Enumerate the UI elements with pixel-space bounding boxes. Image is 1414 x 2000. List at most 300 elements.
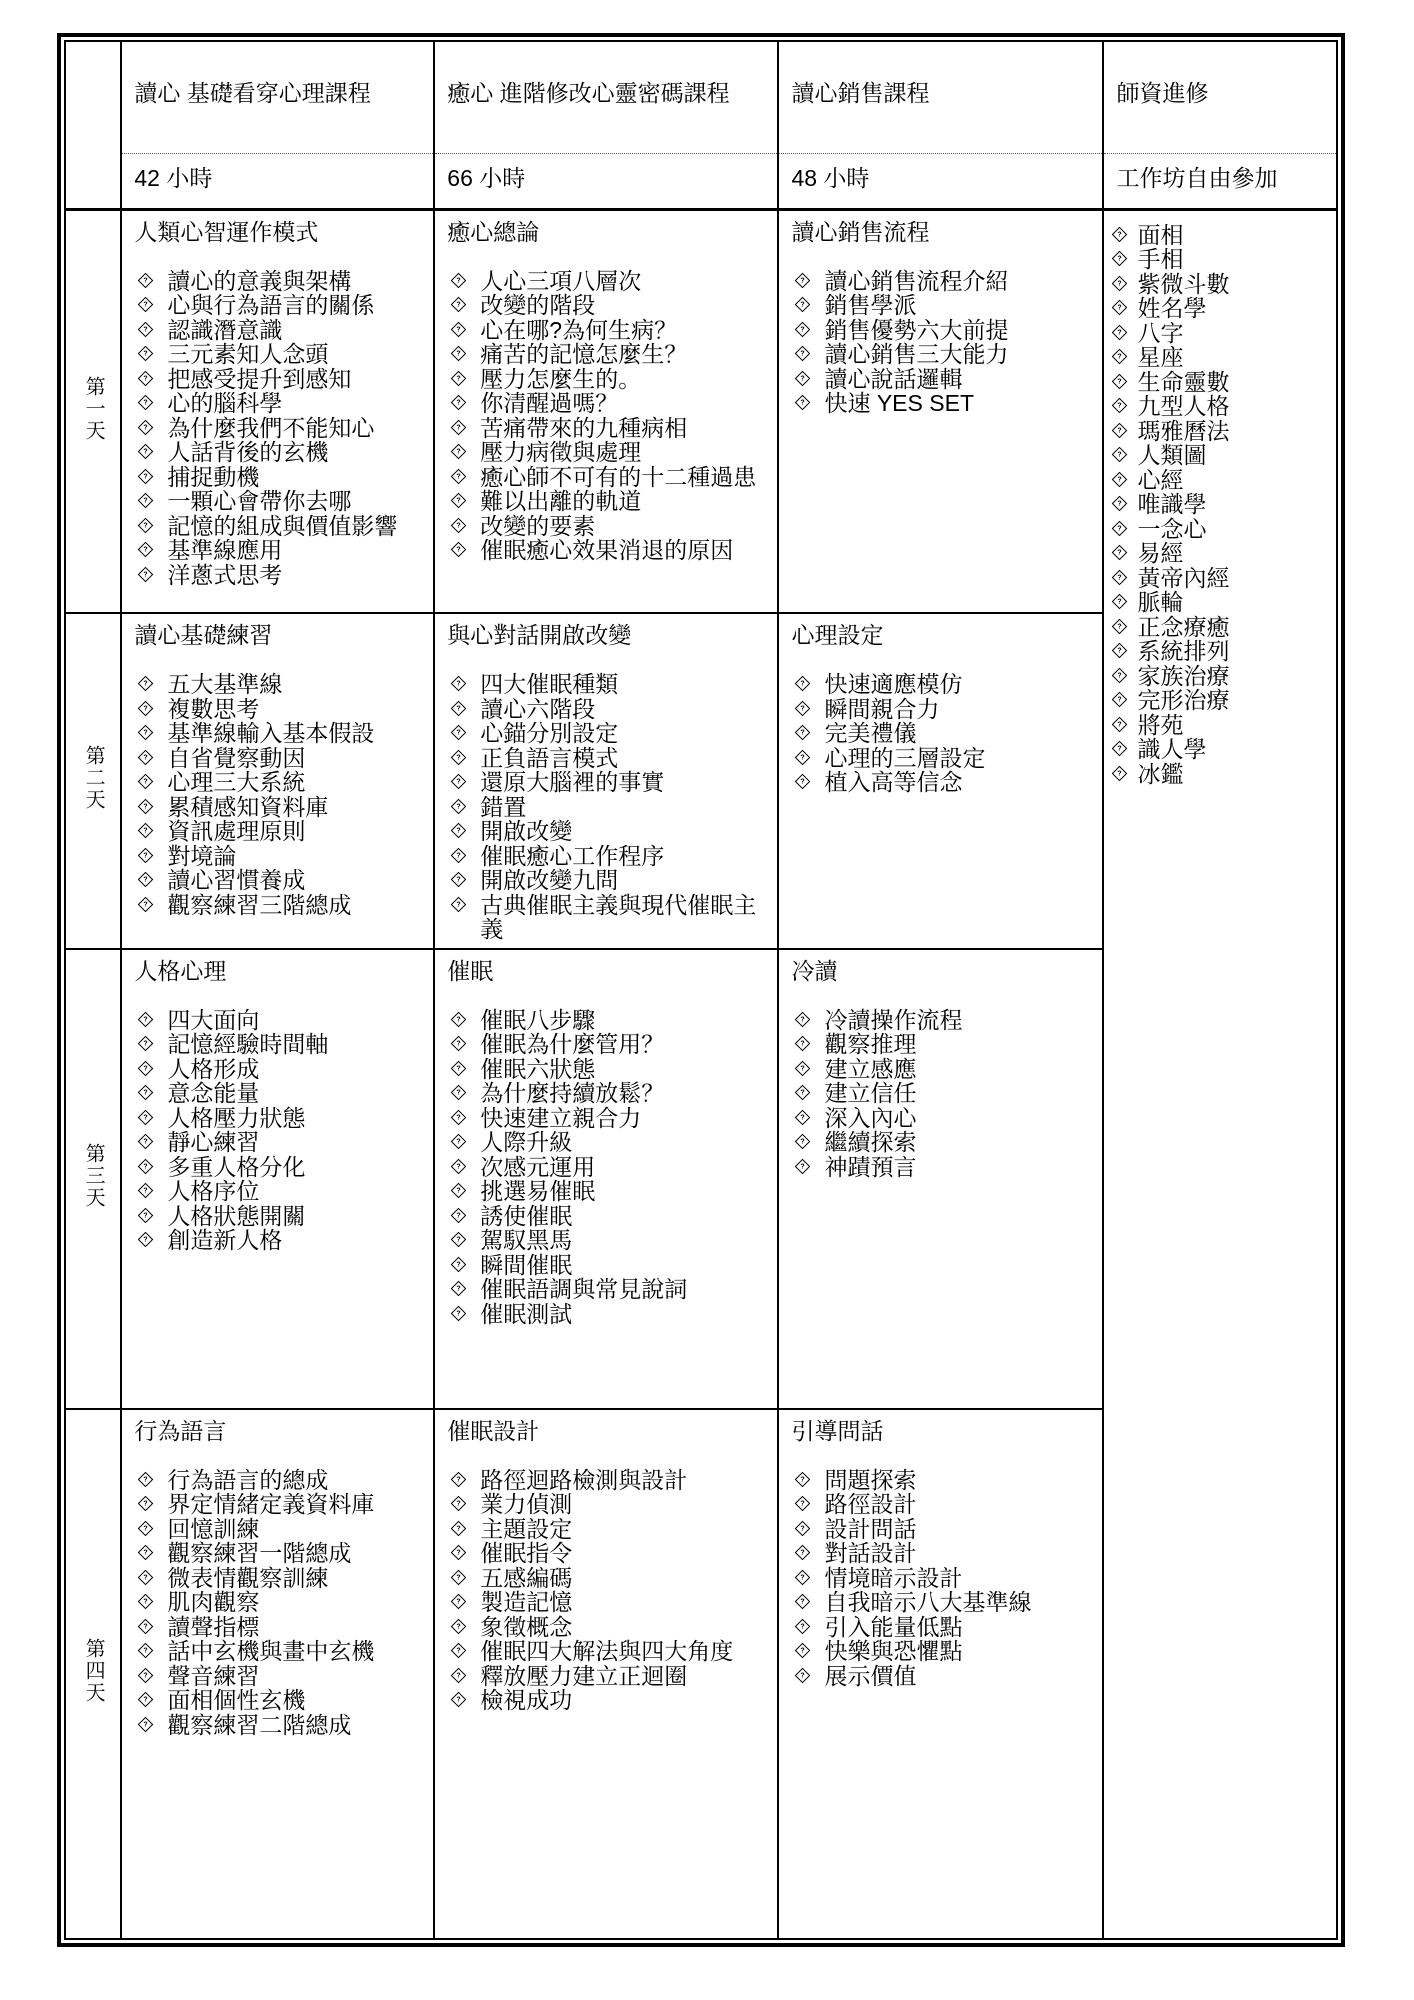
course-topic-item (779, 1566, 1096, 1591)
course-topic-text: 神蹟預言 (824, 1153, 917, 1180)
topic-list (122, 1008, 427, 1253)
diamond-bullet-icon: ? (451, 1496, 467, 1512)
course-topic-item (122, 746, 427, 771)
course-topic-item (435, 293, 771, 318)
course-topic-text: 行為語言的總成 (167, 1466, 329, 1493)
diamond-bullet-icon: ? (795, 1158, 811, 1174)
course-topic-text: 古典催眠主義與現代催眠主義 (480, 891, 757, 942)
course-topic-item (1104, 664, 1330, 689)
topic-list (779, 1468, 1096, 1689)
diamond-bullet-icon: ? (1112, 569, 1128, 585)
course-topic-item (779, 697, 1096, 722)
course-topic-text: 複數思考 (167, 695, 260, 722)
course-topic-text: 捕捉動機 (167, 463, 260, 490)
diamond-bullet-icon: ? (138, 847, 154, 863)
course-topic-item (122, 795, 427, 820)
day4-healing-mind-cell (434, 1409, 778, 1939)
course-topic-text: 人心三項八層次 (480, 267, 642, 294)
course-topic-text: 系統排列 (1137, 638, 1230, 664)
course-topic-item (122, 293, 427, 318)
diamond-bullet-icon: ? (1112, 373, 1128, 389)
diamond-bullet-icon: ? (451, 847, 467, 863)
course-topic-item (435, 1639, 771, 1664)
diamond-bullet-icon: ? (795, 1520, 811, 1536)
course-topic-text: 路徑迴路檢測與設計 (480, 1466, 688, 1493)
course-topic-text: 開啟改變 (480, 818, 573, 844)
diamond-bullet-icon: ? (138, 370, 154, 386)
course-topic-text: 基準線應用 (167, 537, 283, 563)
corner-cell (65, 41, 121, 209)
course-topic-item (122, 391, 427, 416)
course-topic-text: 還原大腦裡的事實 (480, 769, 665, 795)
diamond-bullet-icon: ? (1112, 692, 1128, 708)
course-topic-item (779, 1155, 1096, 1180)
diamond-bullet-icon: ? (138, 1667, 154, 1683)
course-topic-text: 痛苦的記憶怎麼生？ (480, 341, 688, 367)
diamond-bullet-icon: ? (138, 872, 154, 888)
course-topic-item (779, 1517, 1096, 1542)
course-topic-text: 讀心銷售三大能力 (824, 341, 1009, 367)
course-topic-text: 面相 (1137, 221, 1184, 248)
diamond-bullet-icon: ? (451, 1692, 467, 1708)
course-topic-item (122, 1032, 427, 1057)
course-title-sales: 讀心銷售課程 (778, 41, 1103, 153)
diamond-bullet-icon: ? (795, 700, 811, 716)
course-topic-text: 對話設計 (824, 1540, 917, 1566)
diamond-bullet-icon: ? (451, 1545, 467, 1561)
diamond-bullet-icon: ? (138, 566, 154, 582)
diamond-bullet-icon: ? (138, 272, 154, 288)
diamond-bullet-icon: ? (451, 725, 467, 741)
course-topic-item (435, 465, 771, 490)
diamond-bullet-icon: ? (451, 700, 467, 716)
course-topic-item (1104, 639, 1330, 664)
course-topic-item (122, 1713, 427, 1738)
diamond-bullet-icon: ? (795, 370, 811, 386)
diamond-bullet-icon: ? (451, 346, 467, 362)
diamond-bullet-icon: ? (451, 823, 467, 839)
diamond-bullet-icon: ? (451, 321, 467, 337)
diamond-bullet-icon: ? (1112, 643, 1128, 659)
topic-list (435, 1468, 771, 1713)
day4-label-cell (65, 1409, 121, 1939)
course-topic-text: 癒心師不可有的十二種過患 (480, 463, 757, 490)
course-topic-text: 完形治療 (1137, 687, 1230, 713)
course-topic-text: 肌肉觀察 (167, 1589, 260, 1615)
diamond-bullet-icon: ? (451, 1667, 467, 1683)
course-topic-text: 一念心 (1137, 515, 1207, 542)
course-topic-text: 快速適應模仿 (824, 671, 963, 697)
course-topic-text: 人格壓力狀態 (167, 1104, 306, 1131)
diamond-bullet-icon: ? (795, 1594, 811, 1610)
course-topic-text: 瞬間親合力 (824, 695, 940, 722)
course-topic-text: 四大面向 (167, 1006, 260, 1033)
course-topic-text: 瑪雅曆法 (1137, 417, 1230, 444)
diamond-bullet-icon: ? (1112, 226, 1128, 242)
diamond-bullet-icon: ? (1112, 741, 1128, 757)
course-topic-item (435, 1155, 771, 1180)
diamond-bullet-icon: ? (1112, 765, 1128, 781)
diamond-bullet-icon: ? (138, 1207, 154, 1223)
diamond-bullet-icon: ? (451, 493, 467, 509)
course-topic-item (779, 1057, 1096, 1082)
diamond-bullet-icon: ? (451, 370, 467, 386)
diamond-bullet-icon: ? (451, 1158, 467, 1174)
diamond-bullet-icon: ? (451, 872, 467, 888)
course-topic-item (1104, 223, 1330, 248)
course-topic-item (122, 538, 427, 563)
course-topic-text: 主題設定 (480, 1515, 573, 1542)
course-topic-text: 記憶的組成與價值影響 (167, 512, 398, 539)
course-topic-item (435, 795, 771, 820)
course-topic-item (435, 697, 771, 722)
course-topic-text: 心經 (1137, 466, 1184, 493)
course-topic-item (435, 1468, 771, 1493)
course-topic-text: 讀心說話邏輯 (824, 365, 963, 392)
course-topic-item (122, 1228, 427, 1253)
course-topic-item (779, 1106, 1096, 1131)
day3-label: 第三天 (82, 1143, 105, 1209)
diamond-bullet-icon: ? (451, 1256, 467, 1272)
course-topic-text: 路徑設計 (824, 1491, 917, 1517)
course-topic-text: 洋蔥式思考 (167, 561, 283, 588)
course-topic-text: 繼續探索 (824, 1129, 917, 1155)
course-topic-item (122, 1130, 427, 1155)
diamond-bullet-icon: ? (795, 1471, 811, 1487)
diamond-bullet-icon: ? (795, 395, 811, 411)
diamond-bullet-icon: ? (451, 1618, 467, 1634)
course-topic-item (1104, 370, 1330, 395)
course-topic-item (1104, 492, 1330, 517)
diamond-bullet-icon: ? (1112, 275, 1128, 291)
course-topic-item (122, 1615, 427, 1640)
cell-heading: 人格心理 (134, 957, 227, 984)
course-topic-item (435, 342, 771, 367)
course-topic-text: 易經 (1137, 540, 1184, 566)
diamond-bullet-icon: ? (795, 1667, 811, 1683)
course-topic-text: 開啟改變九問 (480, 867, 619, 893)
course-topic-text: 記憶經驗時間軸 (167, 1031, 329, 1057)
course-topic-text: 家族治療 (1137, 662, 1230, 689)
course-topic-text: 資訊處理原則 (167, 818, 306, 844)
topic-list (779, 672, 1096, 795)
course-topic-item (1104, 321, 1330, 346)
diamond-bullet-icon: ? (451, 1085, 467, 1101)
course-topic-item (779, 269, 1096, 294)
diamond-bullet-icon: ? (138, 798, 154, 814)
diamond-bullet-icon: ? (138, 493, 154, 509)
diamond-bullet-icon: ? (451, 1232, 467, 1248)
course-topic-item (435, 1032, 771, 1057)
diamond-bullet-icon: ? (138, 444, 154, 460)
course-topic-item (122, 514, 427, 539)
course-topic-text: 為什麼我們不能知心 (167, 414, 375, 441)
course-topic-text: 催眠為什麼管用？ (480, 1031, 665, 1057)
course-topic-item (435, 1204, 771, 1229)
course-topic-item (435, 770, 771, 795)
course-topic-text: 催眠癒心工作程序 (480, 842, 665, 869)
course-topic-text: 人格序位 (167, 1178, 260, 1204)
course-topic-text: 心理的三層設定 (824, 744, 986, 771)
cell-heading: 催眠設計 (447, 1417, 540, 1444)
diamond-bullet-icon: ? (451, 774, 467, 790)
course-topic-text: 深入內心 (824, 1104, 917, 1131)
course-topic-item (435, 1253, 771, 1278)
course-topic-text: 催眠癒心效果消退的原因 (480, 537, 734, 563)
course-topic-item (122, 1081, 427, 1106)
diamond-bullet-icon: ? (795, 1036, 811, 1052)
course-topic-text: 認識潛意識 (167, 316, 283, 343)
course-topic-item (435, 1517, 771, 1542)
diamond-bullet-icon: ? (795, 1109, 811, 1125)
diamond-bullet-icon: ? (795, 1085, 811, 1101)
diamond-bullet-icon: ? (795, 1060, 811, 1076)
day2-healing-mind-cell (434, 613, 778, 949)
course-topic-text: 四大催眠種類 (480, 671, 619, 697)
course-topic-text: 九型人格 (1137, 393, 1230, 419)
diamond-bullet-icon: ? (795, 1496, 811, 1512)
diamond-bullet-icon: ? (138, 419, 154, 435)
diamond-bullet-icon: ? (451, 297, 467, 313)
course-topic-item (435, 1057, 771, 1082)
diamond-bullet-icon: ? (451, 1471, 467, 1487)
diamond-bullet-icon: ? (138, 1496, 154, 1512)
course-topic-text: 唯識學 (1137, 491, 1207, 517)
course-topic-item (122, 1590, 427, 1615)
course-topic-item (1104, 272, 1330, 297)
diamond-bullet-icon: ? (138, 542, 154, 558)
course-topic-text: 多重人格分化 (167, 1153, 306, 1180)
course-topic-text: 讀心銷售流程介紹 (824, 267, 1009, 294)
course-topic-item (435, 440, 771, 465)
course-topic-item (122, 1664, 427, 1689)
course-topic-text: 心理三大系統 (167, 769, 306, 795)
course-hours-row (65, 153, 1337, 209)
course-topic-item (1104, 345, 1330, 370)
course-topic-item (122, 1008, 427, 1033)
course-topic-text: 人格狀態開關 (167, 1202, 306, 1229)
diamond-bullet-icon: ? (795, 1011, 811, 1027)
course-topic-text: 對境論 (167, 842, 237, 869)
diamond-bullet-icon: ? (451, 542, 467, 558)
course-topic-item (122, 770, 427, 795)
course-topic-item (1104, 688, 1330, 713)
schedule-grid (64, 40, 1338, 1940)
course-topic-text: 心的腦科學 (167, 390, 283, 416)
course-topic-item (122, 1106, 427, 1131)
course-topic-text: 人格形成 (167, 1055, 260, 1082)
diamond-bullet-icon: ? (451, 1011, 467, 1027)
course-topic-item (122, 893, 427, 918)
course-topic-item (122, 1566, 427, 1591)
diamond-bullet-icon: ? (795, 676, 811, 692)
day4-sales-cell (778, 1409, 1103, 1939)
diamond-bullet-icon: ? (138, 1158, 154, 1174)
topic-list (122, 672, 427, 917)
course-topic-text: 五感編碼 (480, 1564, 573, 1591)
cell-heading: 讀心銷售流程 (791, 218, 930, 245)
course-topic-text: 心在哪?為何生病？ (480, 316, 678, 343)
course-topic-item (122, 721, 427, 746)
diamond-bullet-icon: ? (795, 1643, 811, 1659)
course-topic-text: 讀心的意義與架構 (167, 267, 352, 294)
diamond-bullet-icon: ? (138, 1011, 154, 1027)
course-topic-item (1104, 615, 1330, 640)
course-topic-text: 生命靈數 (1137, 368, 1230, 395)
course-topic-text: 為什麼持續放鬆？ (480, 1080, 665, 1106)
course-topic-text: 引入能量低點 (824, 1613, 963, 1640)
course-title-teacher-training: 師資進修 (1103, 41, 1337, 153)
course-topic-item (1104, 443, 1330, 468)
course-topic-item (435, 1664, 771, 1689)
day2-label: 第二天 (82, 745, 105, 812)
day3-sales-cell (778, 949, 1103, 1409)
diamond-bullet-icon: ? (451, 517, 467, 533)
diamond-bullet-icon: ? (1112, 349, 1128, 365)
course-topic-item (122, 269, 427, 294)
course-topic-item (779, 746, 1096, 771)
course-topic-item (1104, 590, 1330, 615)
course-topic-text: 觀察練習一階總成 (167, 1540, 352, 1566)
course-topic-item (435, 367, 771, 392)
course-topic-item (435, 1590, 771, 1615)
course-topic-text: 快樂與恐懼點 (824, 1638, 963, 1664)
diamond-bullet-icon: ? (138, 749, 154, 765)
course-topic-item (435, 1008, 771, 1033)
diamond-bullet-icon: ? (451, 1134, 467, 1150)
course-topic-item (435, 269, 771, 294)
course-topic-text: 聲音練習 (167, 1662, 260, 1689)
course-topic-item (435, 819, 771, 844)
cell-heading: 讀心基礎練習 (134, 622, 273, 648)
course-topic-text: 改變的要素 (480, 512, 596, 539)
course-topic-text: 手相 (1137, 246, 1184, 272)
course-topic-item (435, 746, 771, 771)
diamond-bullet-icon: ? (1112, 398, 1128, 414)
diamond-bullet-icon: ? (138, 1569, 154, 1585)
hours-healing-mind: 66 小時 (434, 153, 778, 209)
course-topic-text: 檢視成功 (480, 1687, 573, 1713)
diamond-bullet-icon: ? (138, 676, 154, 692)
course-topic-text: 製造記憶 (480, 1589, 573, 1615)
diamond-bullet-icon: ? (138, 1692, 154, 1708)
cell-heading: 行為語言 (134, 1417, 227, 1444)
course-topic-text: 話中玄機與畫中玄機 (167, 1638, 375, 1664)
course-topic-item (779, 1492, 1096, 1517)
course-topic-item (1104, 541, 1330, 566)
course-topic-text: 將苑 (1137, 711, 1184, 738)
course-topic-text: 象徵概念 (480, 1613, 573, 1640)
diamond-bullet-icon: ? (451, 798, 467, 814)
course-topic-text: 銷售學派 (824, 292, 917, 318)
course-topic-item (122, 1492, 427, 1517)
diamond-bullet-icon: ? (1112, 716, 1128, 732)
diamond-bullet-icon: ? (451, 1060, 467, 1076)
course-topic-item (435, 893, 771, 942)
diamond-bullet-icon: ? (138, 1085, 154, 1101)
course-title-reading-mind: 讀心 基礎看穿心理課程 (121, 41, 434, 153)
course-topic-item (122, 1204, 427, 1229)
course-topic-text: 駕馭黑馬 (480, 1227, 573, 1253)
diamond-bullet-icon: ? (451, 444, 467, 460)
day1-label-cell (65, 209, 121, 613)
course-topic-item (435, 1106, 771, 1131)
diamond-bullet-icon: ? (1112, 324, 1128, 340)
cell-heading: 人類心智運作模式 (134, 218, 319, 245)
diamond-bullet-icon: ? (138, 1183, 154, 1199)
diamond-bullet-icon: ? (138, 1520, 154, 1536)
diamond-bullet-icon: ? (138, 774, 154, 790)
course-topic-text: 難以出離的軌道 (480, 488, 642, 514)
course-topic-item (435, 1492, 771, 1517)
course-topic-text: 催眠指令 (480, 1540, 573, 1566)
course-topic-text: 創造新人格 (167, 1227, 283, 1253)
course-topic-item (779, 1541, 1096, 1566)
diamond-bullet-icon: ? (451, 1594, 467, 1610)
course-topic-item (435, 1615, 771, 1640)
course-topic-item (122, 1688, 427, 1713)
course-topic-item (779, 342, 1096, 367)
diamond-bullet-icon: ? (138, 1643, 154, 1659)
course-topic-text: 觀察練習二階總成 (167, 1711, 352, 1738)
course-topic-item (435, 1688, 771, 1713)
course-topic-text: 催眠四大解法與四大角度 (480, 1638, 734, 1664)
course-topic-text: 冰鑑 (1137, 760, 1184, 787)
course-topic-item (122, 489, 427, 514)
topic-list (435, 1008, 771, 1327)
course-topic-text: 面相個性玄機 (167, 1687, 306, 1713)
course-topic-text: 催眠八步驟 (480, 1006, 596, 1033)
course-topic-item (435, 1566, 771, 1591)
course-topic-item (779, 1468, 1096, 1493)
course-topic-text: 自我暗示八大基準線 (824, 1589, 1032, 1615)
topic-list (122, 1468, 427, 1738)
course-topic-text: 觀察推理 (824, 1031, 917, 1057)
topic-list (435, 672, 771, 942)
diamond-bullet-icon: ? (138, 468, 154, 484)
course-topic-item (435, 868, 771, 893)
course-topic-text: 一顆心會帶你去哪 (167, 488, 352, 514)
course-topic-text: 脈輪 (1137, 589, 1184, 615)
course-topic-item (122, 868, 427, 893)
day1-row (65, 209, 1337, 613)
course-topic-text: 快速建立親合力 (480, 1104, 642, 1131)
course-topic-text: 催眠語調與常見說詞 (480, 1276, 688, 1302)
course-topic-item (1104, 419, 1330, 444)
diamond-bullet-icon: ? (795, 1134, 811, 1150)
course-topic-item (1104, 296, 1330, 321)
diamond-bullet-icon: ? (451, 1281, 467, 1297)
cell-heading: 冷讀 (791, 957, 838, 984)
course-topic-text: 冷讀操作流程 (824, 1006, 963, 1033)
course-topic-item (122, 1639, 427, 1664)
course-topic-item (435, 391, 771, 416)
course-topic-item (122, 844, 427, 869)
diamond-bullet-icon: ? (451, 1207, 467, 1223)
course-topic-item (435, 1081, 771, 1106)
course-topic-text: 建立感應 (824, 1055, 917, 1082)
diamond-bullet-icon: ? (795, 774, 811, 790)
course-topic-text: 靜心練習 (167, 1129, 260, 1155)
diamond-bullet-icon: ? (138, 1060, 154, 1076)
course-topic-item (435, 514, 771, 539)
course-topic-item (122, 1541, 427, 1566)
course-topic-text: 誘使催眠 (480, 1202, 573, 1229)
topic-list (779, 269, 1096, 416)
diamond-bullet-icon: ? (138, 1545, 154, 1561)
day2-reading-mind-cell (121, 613, 434, 949)
course-topic-text: 正念療癒 (1137, 613, 1230, 640)
